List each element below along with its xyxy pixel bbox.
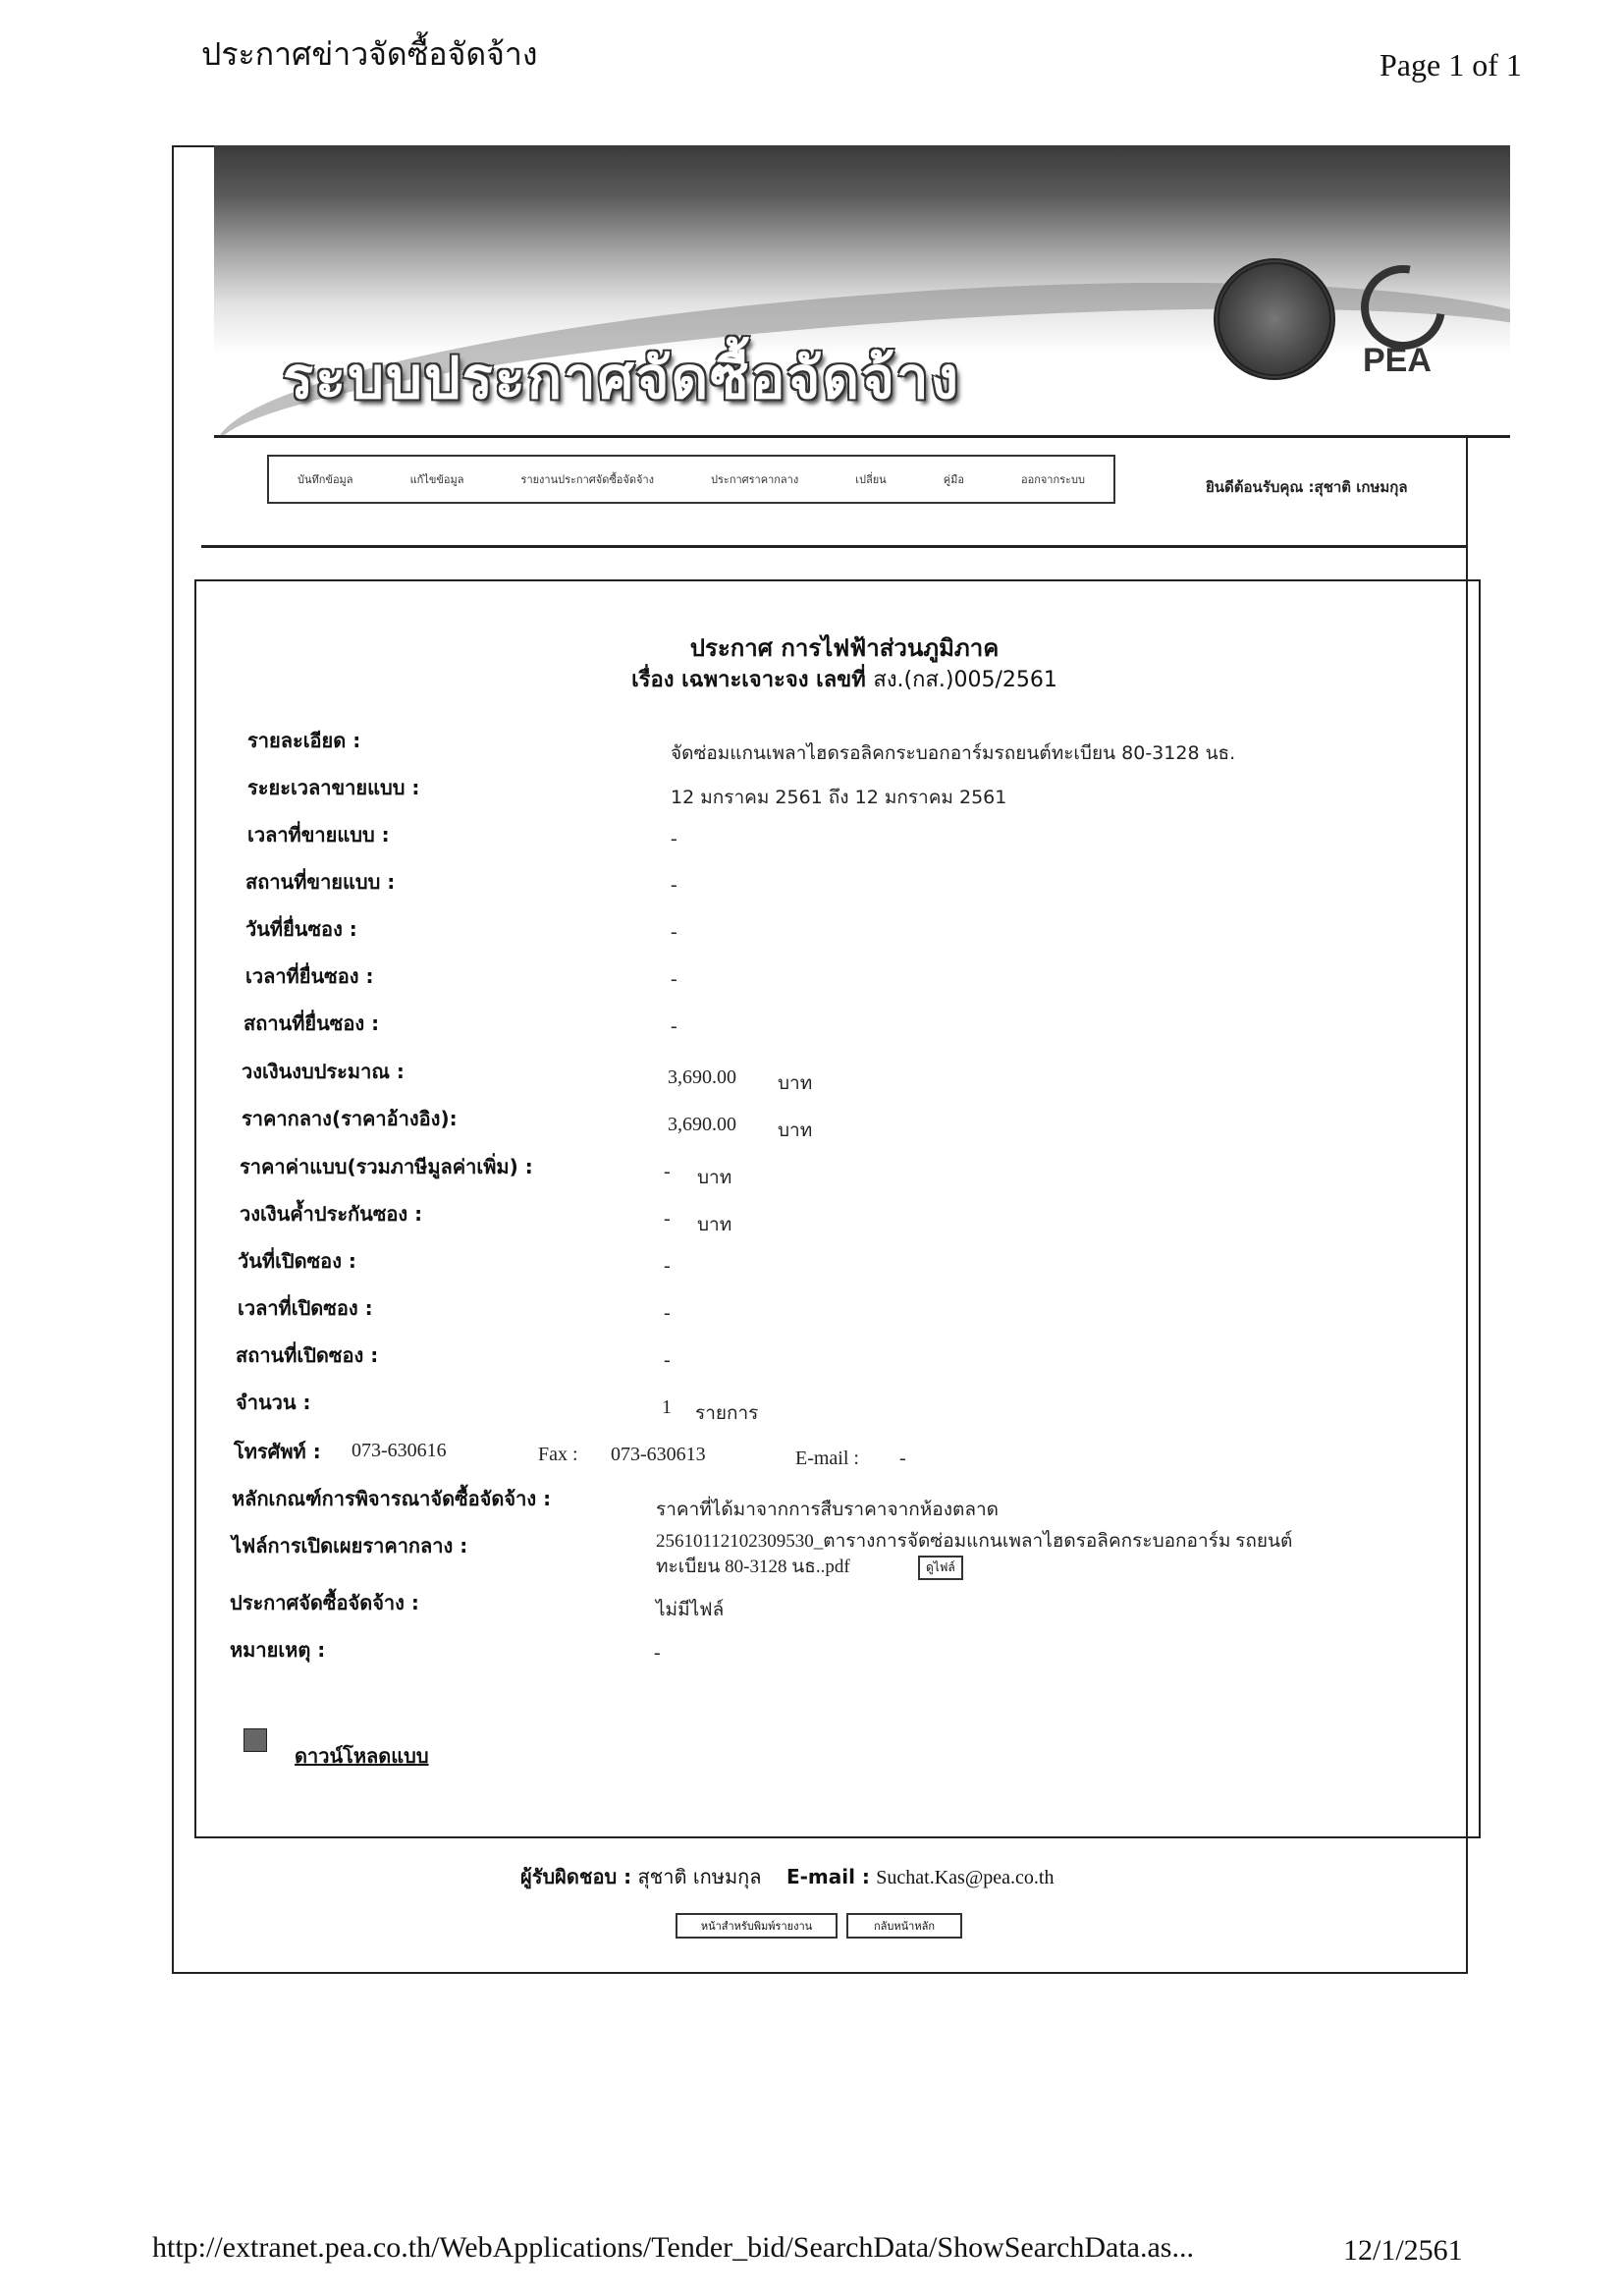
nav-item-manual[interactable]: คู่มือ (943, 473, 964, 486)
field-unit: บาท (778, 1072, 813, 1094)
price-file-name-line2: ทะเบียน 80-3128 นธ..pdf (656, 1557, 850, 1577)
download-form-link[interactable]: ดาวน์โหลดแบบ (295, 1744, 429, 1768)
responsible-name: สุชาติ เกษมกุล (637, 1865, 762, 1888)
remark-label: หมายเหตุ : (230, 1638, 326, 1662)
main-nav (267, 455, 1115, 504)
criteria-value: ราคาที่ได้มาจากการสืบราคาจากห้องตลาด (656, 1499, 999, 1520)
number-value: สง.(กส.)005/2561 (873, 668, 1057, 692)
field-unit: รายการ (695, 1402, 759, 1424)
field-label: วันที่เปิดซอง : (238, 1249, 356, 1273)
field-value: - (671, 874, 677, 896)
nav-item-save[interactable]: บันทึกข้อมูล (298, 473, 353, 486)
field-label: ราคาค่าแบบ(รวมภาษีมูลค่าเพิ่ม) : (240, 1155, 533, 1178)
field-value: - (671, 1015, 677, 1037)
field-label: สถานที่ยื่นซอง : (244, 1011, 380, 1035)
field-unit: บาท (778, 1120, 813, 1141)
nav-item-median-price[interactable]: ประกาศราคากลาง (711, 473, 799, 486)
nav-item-edit[interactable]: แก้ไขข้อมูล (409, 473, 464, 486)
announcement-heading: ประกาศ การไฟฟ้าส่วนภูมิภาค (689, 634, 1000, 662)
field-label: วงเงินค้ำประกันซอง : (240, 1202, 423, 1226)
header-divider (201, 545, 1468, 548)
field-value: - (671, 828, 677, 849)
print-footer-date: 12/1/2561 (1343, 2234, 1463, 2267)
print-report-button[interactable]: หน้าสำหรับพิมพ์รายงาน (676, 1913, 838, 1939)
field-value: - (671, 921, 677, 943)
email-value: - (899, 1448, 906, 1469)
field-value: - (671, 968, 677, 990)
site-banner (214, 145, 1510, 438)
field-label: จำนวน : (236, 1391, 311, 1414)
field-label: วงเงินงบประมาณ : (242, 1060, 405, 1083)
print-page-number: Page 1 of 1 (1380, 47, 1522, 82)
criteria-label: หลักเกณฑ์การพิจารณาจัดซื้อจัดจ้าง : (232, 1487, 552, 1510)
responsible-line (520, 1861, 1054, 1892)
remark-value: - (654, 1642, 661, 1664)
field-value: 3,690.00 (668, 1066, 736, 1088)
field-value: 1 (662, 1396, 672, 1418)
phone-label: โทรศัพท์ : (234, 1440, 321, 1463)
nav-item-change[interactable]: เปลี่ยน (855, 473, 887, 486)
field-label: ระยะเวลาขายแบบ : (247, 776, 420, 799)
field-value: - (664, 1349, 671, 1371)
field-unit: บาท (697, 1167, 732, 1188)
banner-title: ระบบประกาศจัดซื้อจัดจ้าง (283, 345, 960, 411)
back-home-button[interactable]: กลับหน้าหลัก (846, 1913, 962, 1939)
procurement-file-label: ประกาศจัดซื้อจัดจ้าง : (230, 1591, 419, 1614)
document-icon (244, 1728, 267, 1752)
field-value: - (664, 1161, 671, 1182)
field-label: วันที่ยื่นซอง : (245, 917, 357, 941)
field-label: เวลาที่เปิดซอง : (238, 1296, 373, 1320)
field-value: - (664, 1302, 671, 1324)
field-label: สถานที่ขายแบบ : (245, 870, 396, 894)
subject-label: เรื่อง (631, 668, 675, 692)
phone-value: 073-630616 (352, 1440, 447, 1461)
email-label: E-mail : (795, 1448, 859, 1469)
field-value: 3,690.00 (668, 1114, 736, 1135)
view-file-button[interactable]: ดูไฟล์ (918, 1556, 963, 1580)
announcement-subject (196, 662, 1492, 696)
welcome-text: ยินดีต้อนรับคุณ :สุชาติ เกษมกุล (1206, 478, 1408, 496)
pea-logo-text: PEA (1363, 342, 1432, 379)
field-label: ราคากลาง(ราคาอ้างอิง): (242, 1107, 458, 1130)
field-value: จัดซ่อมแกนเพลาไฮดรอลิคกระบอกอาร์มรถยนต์ทะเบียน 80-3128 นธ. (671, 742, 1236, 764)
number-label: เลขที่ (816, 668, 866, 692)
print-footer-url: http://extranet.pea.co.th/WebApplications/Tender_bid/SearchData/ShowSearchData.as... (152, 2231, 1194, 2264)
field-value: 12 มกราคม 2561 ถึง 12 มกราคม 2561 (671, 787, 1007, 808)
field-label: สถานที่เปิดซอง : (236, 1343, 379, 1367)
procurement-file-value: ไม่มีไฟล์ (656, 1599, 725, 1620)
fax-value: 073-630613 (611, 1444, 706, 1465)
field-label: รายละเอียด : (247, 729, 361, 752)
responsible-email-label: E-mail : (785, 1865, 870, 1888)
price-file-label: ไฟล์การเปิดเผยราคากลาง : (232, 1534, 468, 1558)
nav-item-logout[interactable]: ออกจากระบบ (1020, 473, 1085, 486)
field-value: - (664, 1208, 671, 1230)
fax-label: Fax : (538, 1444, 578, 1465)
field-unit: บาท (697, 1214, 732, 1235)
field-label: เวลาที่ยื่นซอง : (245, 964, 374, 988)
responsible-label: ผู้รับผิดชอบ : (520, 1865, 632, 1888)
nav-item-report[interactable]: รายงานประกาศจัดซื้อจัดจ้าง (520, 473, 654, 486)
price-file-name-line1: 25610112102309530_ตารางการจัดซ่อมแกนเพลาไฮดรอลิคกระบอกอาร์ม รถยนต์ (656, 1531, 1293, 1552)
field-value: - (664, 1255, 671, 1277)
field-label: เวลาที่ขายแบบ : (247, 823, 390, 847)
responsible-email: Suchat.Kas@pea.co.th (876, 1867, 1055, 1888)
royal-seal-icon (1214, 258, 1335, 380)
subject-value: เฉพาะเจาะจง (681, 668, 809, 692)
print-header-title: ประกาศข่าวจัดซื้อจัดจ้าง (201, 35, 538, 73)
